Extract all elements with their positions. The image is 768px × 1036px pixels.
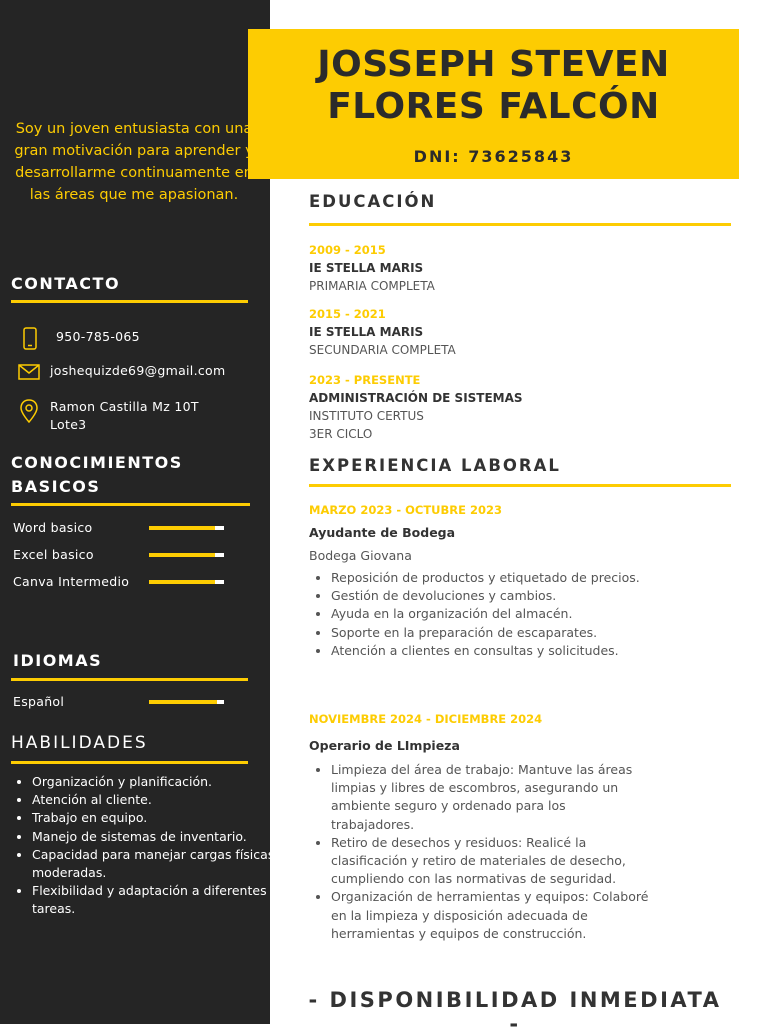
full-name	[248, 44, 739, 128]
address-text	[50, 398, 199, 434]
job-tasks-list	[311, 761, 651, 943]
abilities-divider	[11, 761, 248, 764]
skill-level-bar	[149, 580, 224, 584]
skill-level-fill	[149, 553, 215, 557]
skill-level-bar	[149, 526, 224, 530]
list-item: • Manejo de sistemas de inventario.	[32, 828, 282, 846]
list-item: • Atención a clientes en consultas y solicitudes.	[331, 642, 651, 660]
address-line-1: Ramon Castilla Mz 10T	[50, 399, 199, 414]
email-address: joshequizde69@gmail.com	[50, 363, 226, 378]
skill-excel	[13, 547, 233, 563]
skill-label: Excel basico	[13, 547, 94, 562]
skill-label: Canva Intermedio	[13, 574, 130, 589]
job-period: MARZO 2023 - OCTUBRE 2023	[309, 503, 502, 517]
availability-banner: - DISPONIBILIDAD INMEDIATA -	[308, 988, 722, 1036]
education-detail: INSTITUTO CERTUS	[309, 409, 424, 423]
job-title: Ayudante de Bodega	[309, 525, 456, 540]
language-level-fill	[149, 700, 217, 704]
envelope-icon	[18, 363, 40, 384]
phone-number: 950-785-065	[56, 329, 140, 344]
skill-label: Word basico	[13, 520, 93, 535]
name-line-1: JOSSEPH STEVEN	[317, 44, 670, 85]
experience-divider	[309, 484, 731, 487]
skill-level-bar	[149, 553, 224, 557]
list-item: • Flexibilidad y adaptación a diferentes tareas.	[32, 882, 282, 918]
list-item: • Organización de herramientas y equipos: Colaboré en la limpieza y disposición adecuada de herramientas y equipos de construcción.	[331, 888, 651, 943]
list-item: • Ayuda en la organización del almacén.	[331, 605, 651, 623]
list-item: • Organización y planificación.	[32, 773, 282, 791]
language-label: Español	[13, 694, 65, 709]
abilities-list	[12, 773, 282, 919]
education-school: IE STELLA MARIS	[309, 261, 424, 275]
contact-phone[interactable]	[18, 327, 140, 354]
skill-canva	[13, 574, 233, 590]
list-item: • Trabajo en equipo.	[32, 809, 282, 827]
skill-level-fill	[149, 526, 215, 530]
education-detail: SECUNDARIA COMPLETA	[309, 343, 456, 357]
list-item: • Gestión de devoluciones y cambios.	[331, 587, 651, 605]
job-company: Bodega Giovana	[309, 548, 412, 563]
knowledge-heading	[11, 451, 183, 499]
list-item: • Limpieza del área de trabajo: Mantuve las áreas limpias y libres de escombros, asegurando un ambiente seguro y ordenado para los trabajadores.	[331, 761, 651, 834]
list-item: • Capacidad para manejar cargas físicas moderadas.	[32, 846, 282, 882]
language-level-bar	[149, 700, 224, 704]
contact-heading: CONTACTO	[11, 274, 121, 293]
skill-word	[13, 520, 233, 536]
list-item: • Soporte en la preparación de escaparates.	[331, 624, 651, 642]
list-item: • Atención al cliente.	[32, 791, 282, 809]
language-spanish	[13, 694, 233, 710]
phone-icon	[18, 327, 42, 354]
knowledge-heading-line-2: BASICOS	[11, 477, 101, 496]
knowledge-heading-line-1: CONOCIMIENTOS	[11, 453, 183, 472]
languages-heading: IDIOMAS	[13, 651, 103, 670]
location-pin-icon	[18, 398, 40, 427]
knowledge-divider	[11, 503, 250, 506]
skill-level-fill	[149, 580, 215, 584]
education-extra: 3ER CICLO	[309, 427, 373, 441]
education-divider	[309, 223, 731, 226]
education-period: 2023 - PRESENTE	[309, 373, 421, 387]
education-period: 2009 - 2015	[309, 243, 386, 257]
name-line-2: FLORES FALCÓN	[327, 86, 660, 127]
experience-heading: EXPERIENCIA LABORAL	[309, 456, 561, 475]
abilities-heading: HABILIDADES	[11, 733, 148, 753]
languages-divider	[11, 678, 248, 681]
address-line-2: Lote3	[50, 417, 87, 432]
contact-divider	[11, 300, 248, 303]
education-entry-3	[309, 371, 709, 443]
contact-address	[18, 398, 199, 434]
education-entry-2	[309, 305, 709, 359]
education-heading: EDUCACIÓN	[309, 192, 437, 211]
education-period: 2015 - 2021	[309, 307, 386, 321]
education-detail: PRIMARIA COMPLETA	[309, 279, 435, 293]
education-school: IE STELLA MARIS	[309, 325, 424, 339]
job-title: Operario de LImpieza	[309, 738, 460, 753]
contact-email[interactable]	[18, 363, 225, 384]
list-item: • Retiro de desechos y residuos: Realicé la clasificación y retiro de materiales de desecho, cumpliendo con las normativas de seguridad.	[331, 834, 651, 889]
job-tasks-list	[311, 569, 651, 660]
profile-summary: Soy un joven entusiasta con una gran motivación para aprender y desarrollarme continuamente en las áreas que me apasionan.	[14, 121, 254, 203]
education-school: ADMINISTRACIÓN DE SISTEMAS	[309, 391, 523, 405]
job-period: NOVIEMBRE 2024 - DICIEMBRE 2024	[309, 712, 543, 726]
education-entry-1	[309, 241, 709, 295]
dni-number: DNI: 73625843	[413, 147, 574, 166]
list-item: • Reposición de productos y etiquetado de precios.	[331, 569, 651, 587]
